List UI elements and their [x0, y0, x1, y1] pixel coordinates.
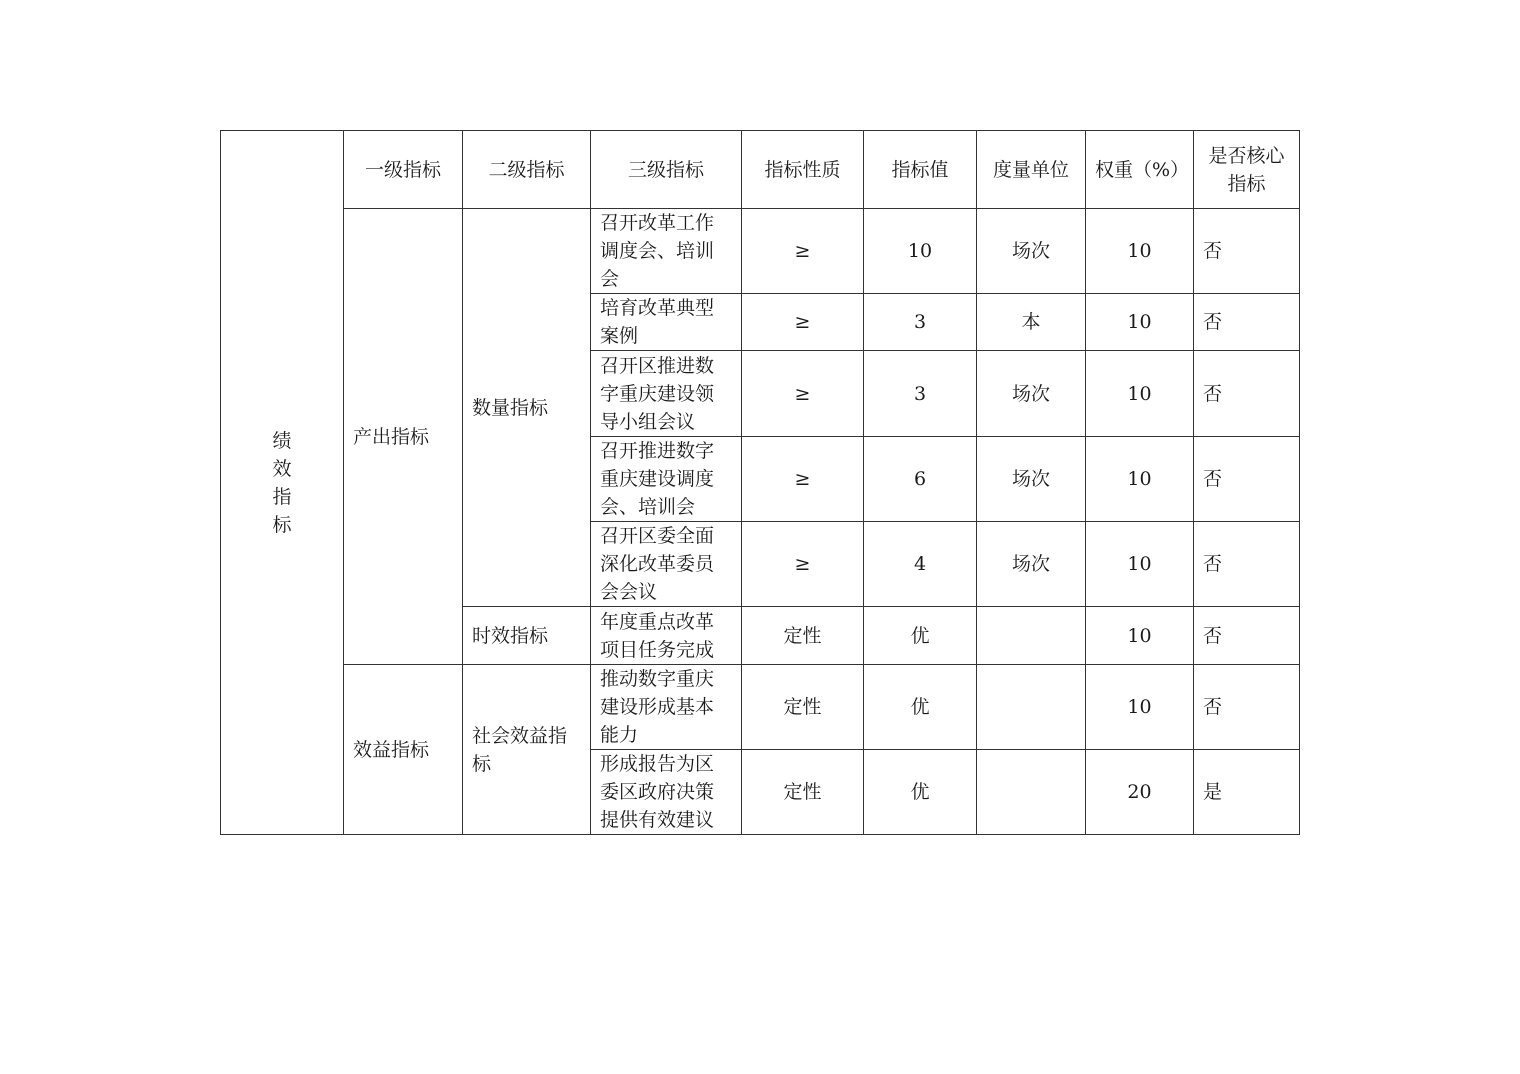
- header-weight: 权重（%）: [1086, 131, 1194, 209]
- table-row: [221, 209, 1300, 294]
- row-unit: [977, 607, 1086, 665]
- row-core: 否: [1194, 665, 1300, 750]
- row-value: 4: [864, 522, 977, 607]
- header-core: 是否核心指标: [1194, 131, 1300, 209]
- group-benefit: 效益指标: [344, 665, 463, 835]
- row-nature: 定性: [742, 750, 864, 835]
- row-weight: 10: [1086, 607, 1194, 665]
- row-weight: 10: [1086, 522, 1194, 607]
- row-unit: 场次: [977, 351, 1086, 437]
- row-level3: 召开区委全面深化改革委员会会议: [591, 522, 742, 607]
- row-nature: ≥: [742, 294, 864, 351]
- row-value: 3: [864, 351, 977, 437]
- row-weight: 20: [1086, 750, 1194, 835]
- row-value: 10: [864, 209, 977, 294]
- row-core: 是: [1194, 750, 1300, 835]
- header-level3: 三级指标: [591, 131, 742, 209]
- subgroup-timeliness: 时效指标: [463, 607, 591, 665]
- row-nature: 定性: [742, 665, 864, 750]
- row-nature: 定性: [742, 607, 864, 665]
- row-level3: 培育改革典型案例: [591, 294, 742, 351]
- header-nature: 指标性质: [742, 131, 864, 209]
- row-unit: [977, 665, 1086, 750]
- row-value: 6: [864, 437, 977, 522]
- row-core: 否: [1194, 351, 1300, 437]
- row-level3: 召开改革工作调度会、培训会: [591, 209, 742, 294]
- header-unit: 度量单位: [977, 131, 1086, 209]
- row-value: 优: [864, 750, 977, 835]
- row-nature: ≥: [742, 522, 864, 607]
- row-core: 否: [1194, 607, 1300, 665]
- header-row: [221, 131, 1300, 209]
- subgroup-quantity: 数量指标: [463, 209, 591, 607]
- row-level3: 推动数字重庆建设形成基本能力: [591, 665, 742, 750]
- row-weight: 10: [1086, 665, 1194, 750]
- row-weight: 10: [1086, 351, 1194, 437]
- row-value: 优: [864, 665, 977, 750]
- row-core: 否: [1194, 522, 1300, 607]
- row-weight: 10: [1086, 294, 1194, 351]
- row-nature: ≥: [742, 209, 864, 294]
- header-level2: 二级指标: [463, 131, 591, 209]
- row-nature: ≥: [742, 437, 864, 522]
- performance-indicator-table: [220, 130, 1300, 835]
- row-value: 3: [864, 294, 977, 351]
- row-unit: 场次: [977, 209, 1086, 294]
- row-value: 优: [864, 607, 977, 665]
- header-level1: 一级指标: [344, 131, 463, 209]
- row-level3: 年度重点改革项目任务完成: [591, 607, 742, 665]
- row-core: 否: [1194, 294, 1300, 351]
- row-level3: 召开区推进数字重庆建设领导小组会议: [591, 351, 742, 437]
- row-level3: 召开推进数字重庆建设调度会、培训会: [591, 437, 742, 522]
- row-unit: 场次: [977, 522, 1086, 607]
- subgroup-social: 社会效益指标: [463, 665, 591, 835]
- group-output: 产出指标: [344, 209, 463, 665]
- row-level3: 形成报告为区委区政府决策提供有效建议: [591, 750, 742, 835]
- row-unit: [977, 750, 1086, 835]
- section-label-cell: [221, 131, 344, 835]
- row-core: 否: [1194, 209, 1300, 294]
- row-weight: 10: [1086, 209, 1194, 294]
- section-label: 绩效指标: [272, 429, 292, 536]
- row-nature: ≥: [742, 351, 864, 437]
- table-row: [221, 665, 1300, 750]
- row-unit: 场次: [977, 437, 1086, 522]
- row-core: 否: [1194, 437, 1300, 522]
- performance-indicator-table-wrapper: [220, 130, 1300, 835]
- row-weight: 10: [1086, 437, 1194, 522]
- row-unit: 本: [977, 294, 1086, 351]
- header-value: 指标值: [864, 131, 977, 209]
